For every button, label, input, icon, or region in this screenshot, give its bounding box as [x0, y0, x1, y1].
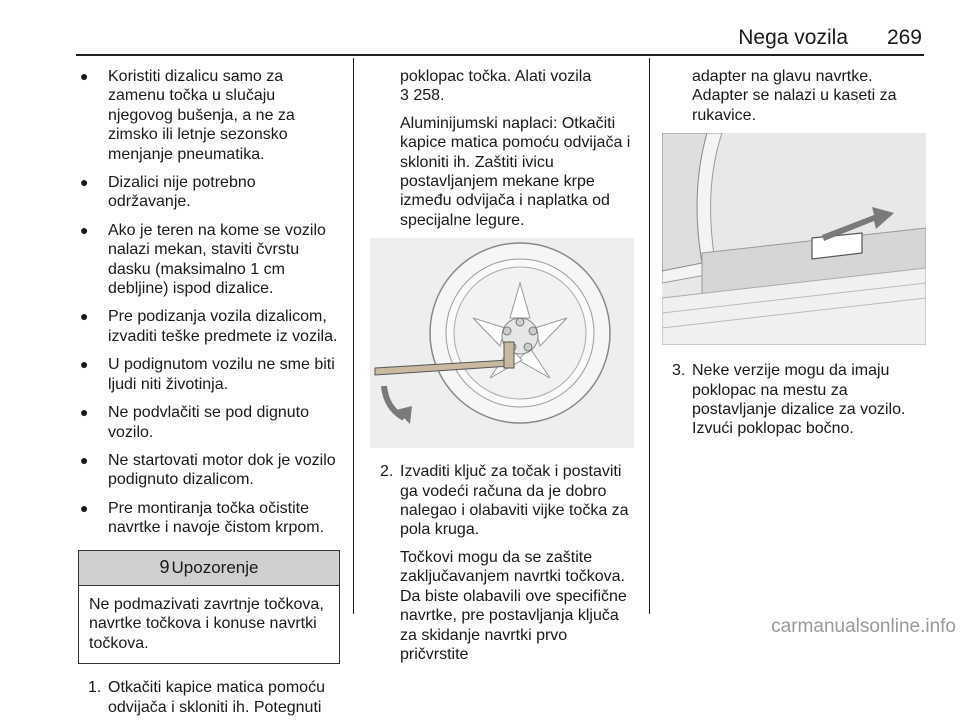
bullet-icon: ●	[80, 404, 89, 421]
list-item: ● Pre montiranja točka očistite navrtke i navoje čistom krpom.	[80, 499, 325, 537]
page-reference: 3 258.	[400, 87, 445, 105]
bullet-icon: ●	[80, 174, 89, 191]
column-divider-1	[353, 58, 354, 614]
jack-cover-illustration	[662, 133, 926, 345]
list-item: ● Dizalici nije potrebno održavanje.	[80, 174, 256, 211]
warning-header	[79, 551, 339, 586]
bullet-icon: ●	[80, 308, 89, 325]
bullet-icon: ●	[80, 356, 89, 373]
bullet-icon: ●	[80, 499, 89, 516]
aluminium-rims-note: Aluminijumski naplaci: Otkačiti kapice matica pomoću odvijača i skloniti ih. Zaštiti ivicu postavljanjem mekane krpe između odvijača i naplatka od specijalne legure.	[400, 114, 631, 229]
column-2	[370, 67, 636, 672]
column-divider-2	[649, 58, 650, 614]
step-text: Otkačiti kapice matica pomoću odvijača i skloniti ih. Potegnuti	[108, 679, 325, 716]
column-1	[78, 67, 340, 725]
step-1	[78, 678, 340, 717]
wheel-wrench-illustration	[370, 238, 634, 448]
list-item: ● Ne podvlačiti se pod dignuto vozilo.	[80, 404, 310, 441]
warning-title: Upozorenje	[171, 557, 259, 577]
list-item: ● Ako je teren na kome se vozilo nalazi mekan, staviti čvrstu dasku (maksimalno 1 cm debljine) ispod dizalice.	[80, 221, 326, 298]
page-number: 269	[886, 26, 922, 49]
page-header	[0, 26, 960, 56]
bullet-icon: ●	[80, 68, 89, 84]
bullet-icon: ●	[80, 221, 89, 238]
list-item: ● Ne startovati motor dok je vozilo podignuto dizalicom.	[80, 451, 336, 489]
step-1-continued: poklopac točka. Alati vozila	[400, 68, 592, 85]
step-number: 2.	[380, 463, 394, 481]
step-text: Izvaditi ključ za točak i postaviti ga vodeći računa da je dobro nalegao i olabaviti vijke točka za pola kruga.	[400, 463, 629, 539]
step-3	[662, 361, 928, 439]
step-text: Neke verzije mogu da imaju poklopac na mestu za postavljanje dizalice za vozilo. Izvući poklopac bočno.	[692, 362, 906, 438]
watermark-site: carmanualsonline.info	[771, 616, 956, 637]
step-2	[370, 462, 636, 540]
warning-triangle-icon: 9	[159, 556, 170, 577]
warning-text: Ne podmazivati zavrtnje točkova, navrtke točkova i konuse navrtki točkova.	[89, 595, 324, 652]
list-item: ● Koristiti dizalicu samo za zamenu točka u slučaju njegovog bušenja, a ne za zimsko ili letnje sezonsko menjanje pneumatika.	[80, 68, 295, 163]
warning-box	[78, 550, 340, 665]
step-number: 1.	[88, 679, 102, 697]
bullet-icon: ●	[80, 451, 89, 468]
list-item: ● U podignutom vozilu ne sme biti ljudi niti životinja.	[80, 356, 335, 393]
step-2-continued: adapter na glavu navrtke. Adapter se nalazi u kaseti za rukavice.	[692, 68, 897, 124]
list-item: ● Pre podizanja vozila dizalicom, izvaditi teške predmete iz vozila.	[80, 308, 338, 345]
locking-nut-note: Točkovi mogu da se zaštite zaključavanjem navrtki točkova. Da biste olabavili ove specifične navrtke, pre postavljanja ključa za skidanje navrtki prvo pričvrstite	[400, 548, 627, 663]
step-number: 3.	[672, 362, 686, 380]
header-rule	[76, 54, 924, 56]
section-title: Nega vozila	[738, 26, 848, 49]
column-3	[662, 67, 928, 447]
